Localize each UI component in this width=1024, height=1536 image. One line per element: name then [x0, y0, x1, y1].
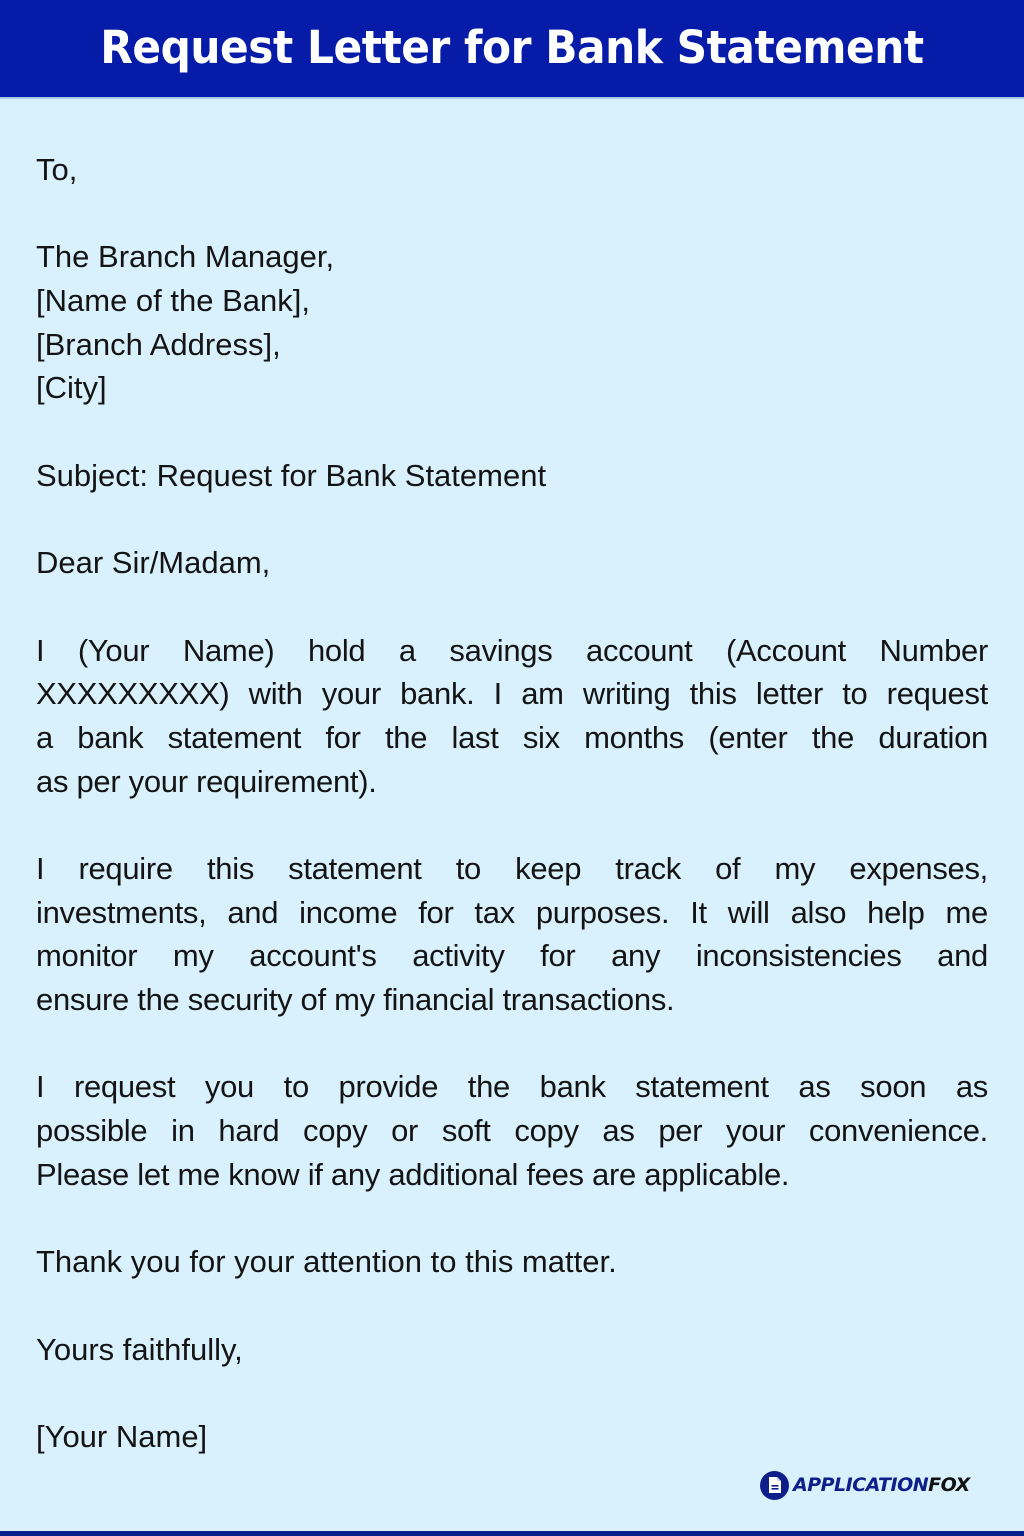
paragraph-line: possible in hard copy or soft copy as per your convenience. — [36, 1113, 988, 1149]
brand-name — [793, 1474, 970, 1496]
paragraph-purpose — [36, 847, 988, 1022]
spacer — [36, 410, 988, 454]
spacer — [36, 1284, 988, 1328]
paragraph-line: I request you to provide the bank statement as soon as — [36, 1069, 988, 1105]
paragraph-line: Please let me know if any additional fees are applicable. — [36, 1156, 790, 1192]
brand-name-part2: FOX — [928, 1474, 970, 1496]
recipient-line: [Name of the Bank], — [36, 283, 310, 319]
recipient-line: [City] — [36, 370, 107, 406]
document-icon — [760, 1471, 789, 1500]
brand-name-part1: APPLICATION — [793, 1474, 929, 1496]
subject-line: Subject: Request for Bank Statement — [36, 457, 547, 493]
paragraph-line: as per your requirement). — [36, 763, 377, 799]
brand-logo — [760, 1469, 970, 1501]
paragraph-delivery — [36, 1065, 988, 1196]
closing-line: Yours faithfully, — [36, 1331, 243, 1367]
spacer — [36, 192, 988, 236]
paragraph-line: I (Your Name) hold a savings account (Account Number — [36, 632, 988, 668]
greeting: Dear Sir/Madam, — [36, 545, 271, 581]
paragraph-line: monitor my account's activity for any inconsistencies and — [36, 938, 988, 974]
spacer — [36, 1022, 988, 1066]
signature-line: [Your Name] — [36, 1418, 208, 1454]
paragraph-account-request — [36, 629, 988, 804]
paragraph-line: I require this statement to keep track of my expenses, — [36, 851, 988, 886]
header-banner — [0, 0, 1024, 99]
page-title: Request Letter for Bank Statement — [100, 21, 924, 74]
spacer — [36, 1197, 988, 1241]
letter-body — [36, 148, 988, 1459]
paragraph-line: investments, and income for tax purposes. It will also help me — [36, 894, 988, 930]
recipient-address — [36, 235, 988, 410]
paragraph-line: XXXXXXXXX) with your bank. I am writing this letter to request — [36, 676, 988, 712]
spacer — [36, 803, 988, 847]
recipient-line: The Branch Manager, — [36, 239, 335, 275]
spacer — [36, 1371, 988, 1415]
thanks-line: Thank you for your attention to this matter. — [36, 1244, 617, 1280]
salutation-to: To, — [36, 152, 78, 187]
recipient-line: [Branch Address], — [36, 326, 281, 362]
footer-bar — [0, 1531, 1024, 1536]
spacer — [36, 585, 988, 629]
paragraph-line: a bank statement for the last six months (enter the duration — [36, 719, 988, 755]
spacer — [36, 498, 988, 542]
paragraph-line: ensure the security of my financial transactions. — [36, 982, 675, 1018]
